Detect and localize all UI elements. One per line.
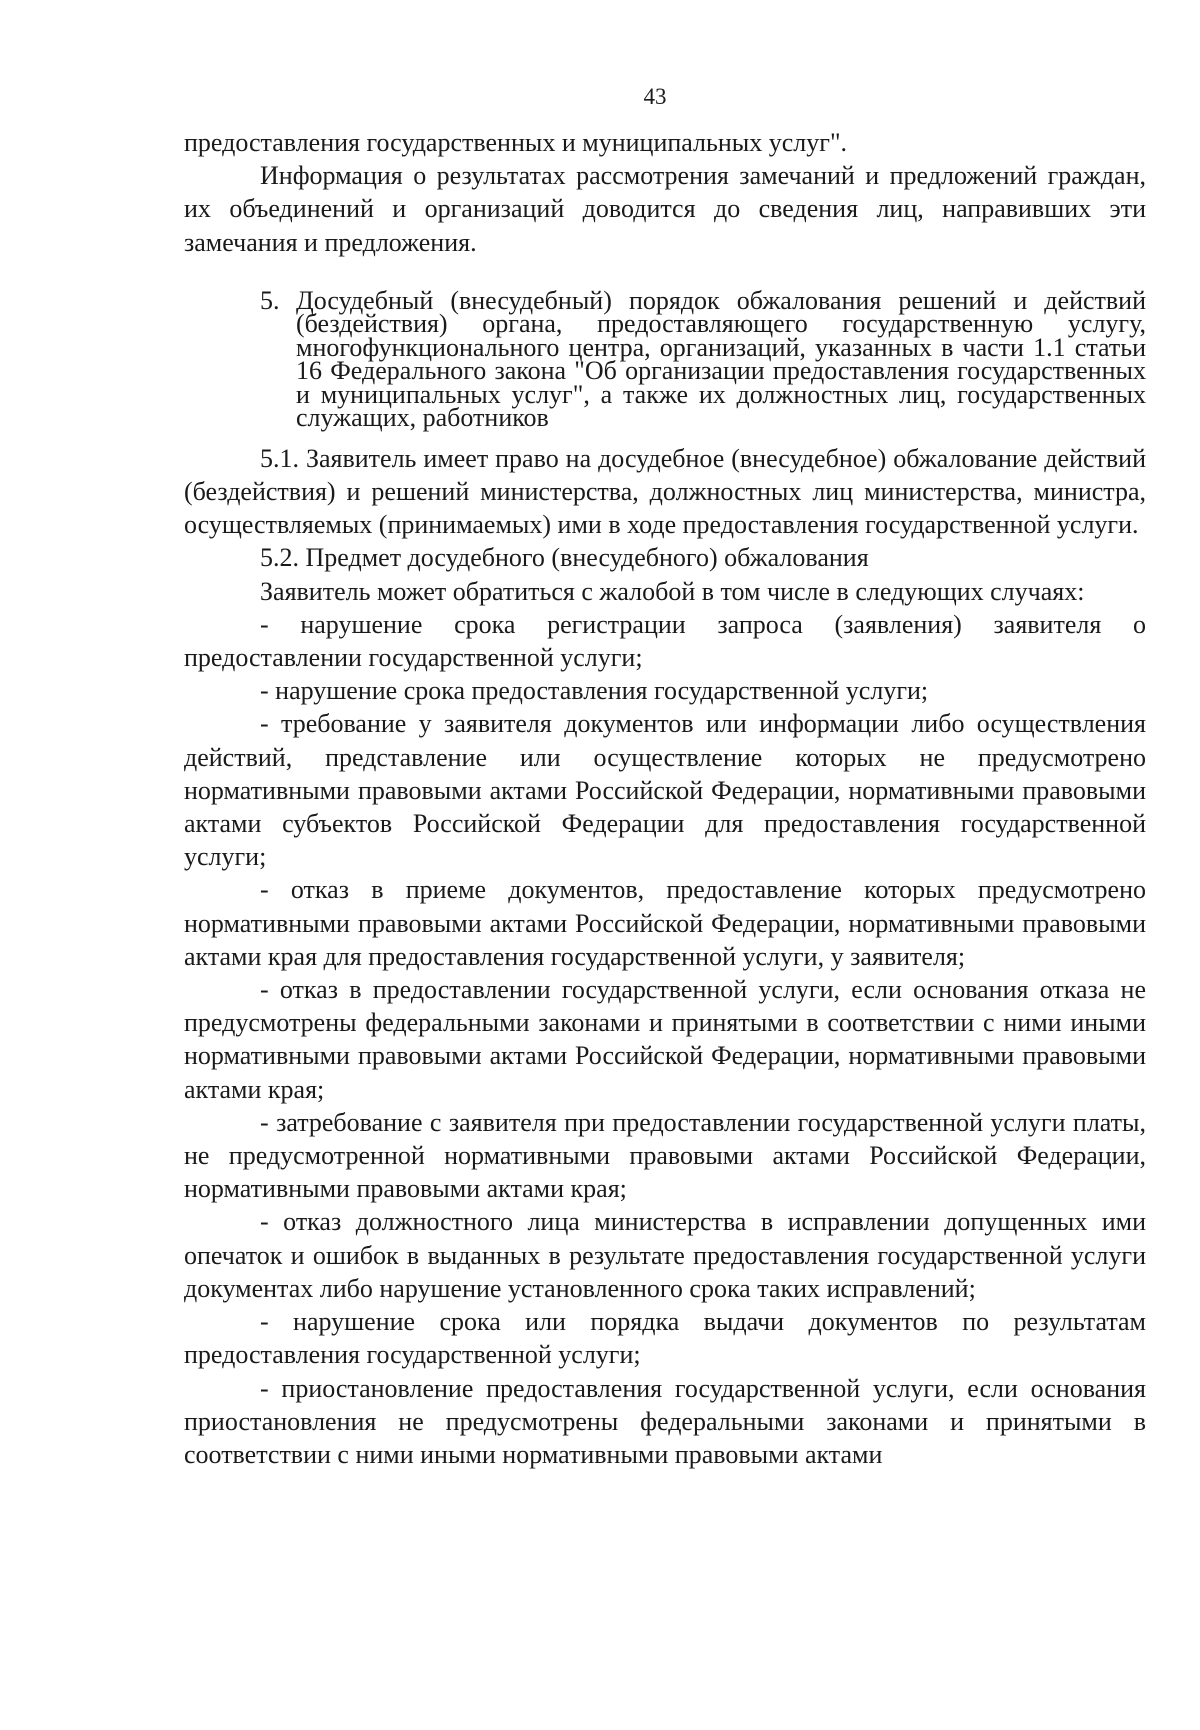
list-item-issuance-violation: - нарушение срока или порядка выдачи документов по результатам предоставления государственной услуги;	[184, 1307, 1146, 1370]
paragraph-info-results: Информация о результатах рассмотрения замечаний и предложений граждан, их объединений и организаций доводится до сведения лиц, направивших эти замечания и предложения.	[184, 161, 1146, 257]
document-body	[184, 126, 1146, 1471]
section-5-heading: 5. Досудебный (внесудебный) порядок обжалования решений и действий (бездействия) органа, предоставляющего государственную услугу, многофункционального центра, организаций, указанных в части 1.1 статьи 16 Федерального закона "Об организации предоставления государственных и муниципальных услуг", а также их должностных лиц, государственных служащих, работников	[260, 285, 1146, 433]
list-item-extra-documents: - требование у заявителя документов или информации либо осуществления действий, представление или осуществление которых не предусмотрено нормативными правовыми актами Российской Федерации, нормативными правовыми актами субъектов Российской Федерации для предоставления государственной услуги;	[184, 709, 1146, 872]
paragraph-continuation: предоставления государственных и муниципальных услуг".	[184, 128, 848, 157]
list-item-service-refusal: - отказ в предоставлении государственной услуги, если основания отказа не предусмотрены федеральными законами и принятыми в соответствии с ними иными нормативными правовыми актами Российской Федерации, нормативными правовыми актами края;	[184, 975, 1146, 1104]
list-item-suspension: - приостановление предоставления государственной услуги, если основания приостановления не предусмотрены федеральными законами и принятыми в соответствии с ними иными нормативными правовыми актами	[184, 1373, 1146, 1469]
list-item-service-deadline: - нарушение срока предоставления государственной услуги;	[260, 676, 929, 706]
paragraph-cases-intro: Заявитель может обратиться с жалобой в том числе в следующих случаях:	[260, 576, 1085, 606]
list-item-fee-demand: - затребование с заявителя при предоставлении государственной услуги платы, не предусмотренной нормативными правовыми актами Российской Федерации, нормативными правовыми актами края;	[184, 1107, 1146, 1204]
paragraph-5-2: 5.2. Предмет досудебного (внесудебного) обжалования	[260, 543, 869, 573]
list-item-correction-refusal: - отказ должностного лица министерства в исправлении допущенных ими опечаток и ошибок в выданных в результате предоставления государственной услуги документах либо нарушение установленного срока таких исправлений;	[184, 1207, 1146, 1303]
paragraph-5-1: 5.1. Заявитель имеет право на досудебное (внесудебное) обжалование действий (бездействия) и решений министерства, должностных лиц министерства, министра, осуществляемых (принимаемых) ими в ходе предоставления государственной услуги.	[184, 443, 1146, 540]
page-number: 43	[643, 84, 667, 109]
list-item-document-refusal: - отказ в приеме документов, предоставление которых предусмотрено нормативными правовыми актами Российской Федерации, нормативными правовыми актами края для предоставления государственной услуги, у заявителя;	[184, 875, 1146, 971]
list-item-registration-deadline: - нарушение срока регистрации запроса (заявления) заявителя о предоставлении государственной услуги;	[184, 609, 1146, 673]
section-5-title: Досудебный (внесудебный) порядок обжалования решений и действий (бездействия) органа, предоставляющего государственную услугу, многофункционального центра, организаций, указанных в части 1.1 статьи 16 Федерального закона "Об организации предоставления государственных и муниципальных услуг", а также их должностных лиц, государственных служащих, работников	[296, 285, 1146, 433]
